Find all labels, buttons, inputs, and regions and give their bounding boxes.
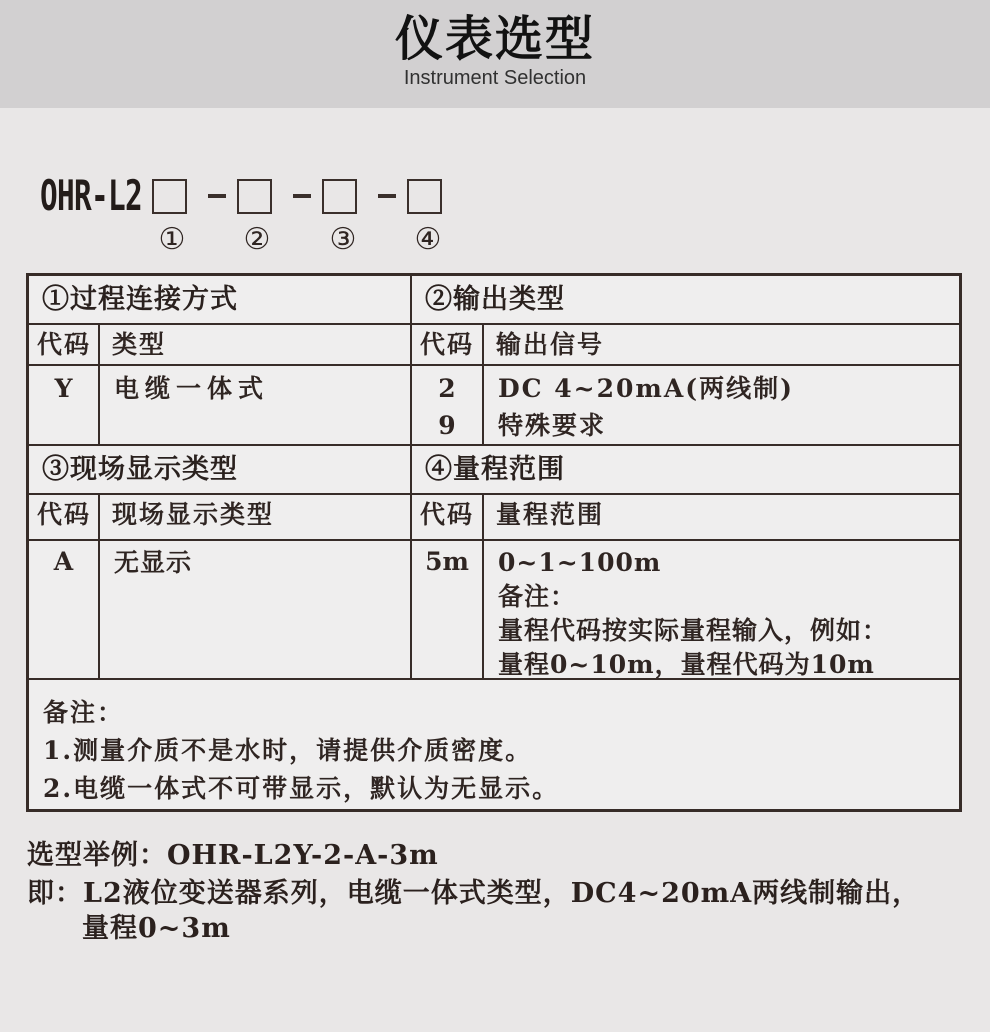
section2-col-value: 输出信号: [496, 330, 605, 359]
remark-item-1: 1.测量介质不是水时，请提供介质密度。: [43, 736, 533, 765]
section2-row2-code: 9: [438, 411, 456, 440]
section1-row-value: 电缆一体式: [100, 366, 412, 444]
section2-row1-code: 2: [438, 374, 456, 403]
model-box-1: [152, 179, 187, 214]
example-line-1: 选型举例：OHR-L2Y-2-A-3m: [27, 840, 439, 871]
model-box-3: [322, 179, 357, 214]
model-code-row: [40, 171, 442, 220]
selection-table: [26, 273, 962, 812]
section2-row-codes: [412, 366, 484, 444]
section4-col-value: 量程范围: [496, 500, 605, 529]
section2-col-code: 代码: [412, 325, 484, 364]
section3-row-code: A: [29, 541, 100, 678]
page-subtitle: Instrument Selection: [403, 67, 587, 89]
model-box-2: [237, 179, 272, 214]
section4-row-value: [484, 541, 959, 678]
model-box-4: [407, 179, 442, 214]
position-number-4: ④: [414, 222, 442, 257]
section2-row2-value: 特殊要求: [498, 411, 607, 440]
dash-icon: [293, 194, 311, 198]
section-header-row-1: [29, 276, 959, 325]
range-line-2: 备注：: [498, 582, 577, 611]
remark-item-2: 2.电缆一体式不可带显示，默认为无显示。: [43, 774, 560, 803]
section4-row-code: 5m: [412, 541, 484, 678]
page-title: 仪表选型: [394, 13, 595, 66]
section2-row-values: [484, 366, 959, 444]
example-line-2: 即：L2液位变送器系列，电缆一体式类型，DC4~20mA两线制输出，: [27, 878, 921, 909]
position-number-2: ②: [243, 222, 271, 257]
remarks-title: 备注：: [43, 698, 125, 727]
header-band: [0, 0, 990, 108]
column-header-row-2: [29, 495, 959, 541]
section4-title: ④量程范围: [425, 454, 565, 484]
model-prefix: OHR-L2: [40, 171, 143, 220]
section3-col-value: 现场显示类型: [100, 495, 412, 539]
range-line-4: 量程0~10m，量程代码为10m: [498, 650, 875, 678]
section1-row-code: Y: [29, 366, 100, 444]
example-line-3: 量程0~3m: [82, 913, 231, 944]
dash-icon: [208, 194, 226, 198]
section-header-row-2: [29, 446, 959, 495]
section1-col-value: 类型: [100, 325, 412, 364]
data-row-1: [29, 366, 959, 446]
section3-title: ③现场显示类型: [29, 446, 412, 493]
remarks-cell: [29, 680, 959, 809]
section1-col-code: 代码: [29, 325, 100, 364]
section2-title: ②输出类型: [425, 284, 565, 314]
section3-col-code: 代码: [29, 495, 100, 539]
position-number-3: ③: [329, 222, 357, 257]
data-row-2: [29, 541, 959, 680]
section4-col-code: 代码: [412, 495, 484, 539]
section1-title: ①过程连接方式: [29, 276, 412, 323]
section3-row-value: 无显示: [100, 541, 412, 678]
position-number-1: ①: [158, 222, 186, 257]
dash-icon: [378, 194, 396, 198]
range-line-3: 量程代码按实际量程输入，例如：: [498, 616, 889, 645]
range-line-1: 0~1~100m: [498, 548, 662, 577]
remarks-row: [29, 680, 959, 809]
section2-row1-value: DC 4~20mA(两线制): [498, 374, 794, 403]
column-header-row-1: [29, 325, 959, 366]
